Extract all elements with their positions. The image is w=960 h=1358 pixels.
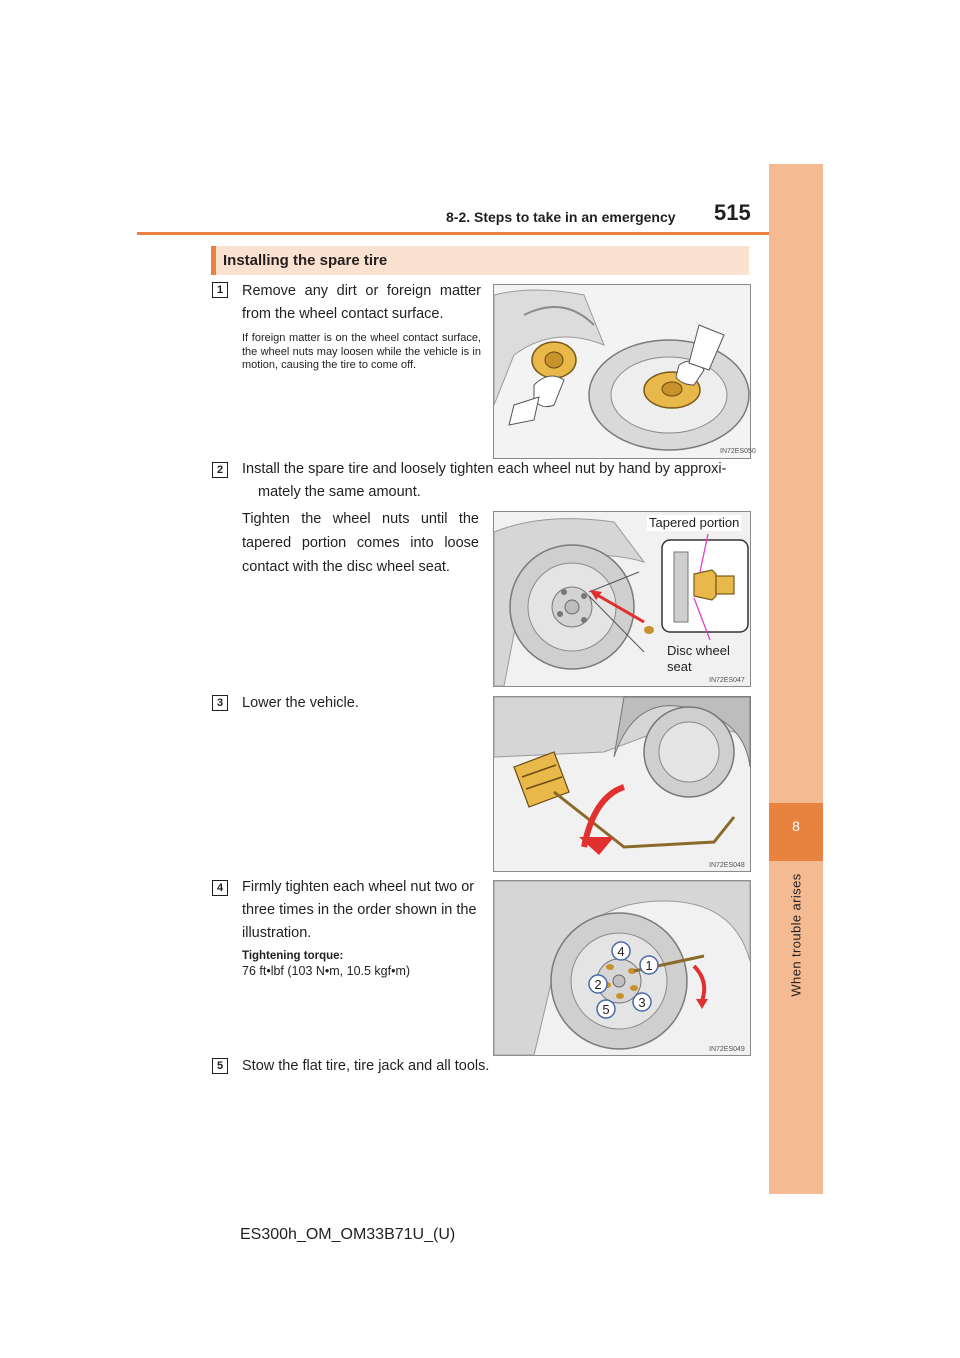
callout-disc-wheel-seat-line-1: Disc wheel [667, 643, 730, 658]
nut-tightening-order-illustration [494, 881, 750, 1055]
callout-disc-wheel-seat-line-2: seat [667, 659, 692, 674]
step-number-badge: 3 [212, 695, 228, 711]
step-5-text: Stow the flat tire, tire jack and all tools. [242, 1058, 490, 1074]
header-rule [137, 232, 823, 235]
nut-order-2: 2 [594, 977, 602, 992]
step-1-note: If foreign matter is on the wheel contact surface, the wheel nuts may loosen while the vehicle is in motion, causing the tire to come off. [242, 332, 481, 371]
step-3-text: Lower the vehicle. [242, 695, 359, 711]
header-section-title: 8-2. Steps to take in an emergency [446, 209, 676, 225]
section-title: Installing the spare tire [223, 252, 388, 269]
spare-tire-cleaning-illustration [494, 285, 756, 458]
section-title-accent [211, 246, 216, 275]
step-2-text-line-1: Install the spare tire and loosely tighten each wheel nut by hand by approxi- [242, 461, 727, 477]
step-4-text: Firmly tighten each wheel nut two or three times in the order shown in the illustration. [242, 879, 477, 941]
nut-order-1: 1 [645, 958, 653, 973]
figure-code: IN72ES048 [709, 862, 745, 869]
torque-label: Tightening torque: [242, 950, 344, 962]
document-code-footer: ES300h_OM_OM33B71U_(U) [240, 1226, 456, 1243]
step-2-figure [493, 511, 751, 687]
nut-order-5: 5 [602, 1002, 610, 1017]
step-number-badge: 2 [212, 462, 228, 478]
figure-code: IN72ES050 [720, 448, 756, 455]
page-number: 515 [714, 200, 751, 225]
step-number-badge: 1 [212, 282, 228, 298]
chapter-number: 8 [792, 818, 800, 834]
lower-vehicle-illustration [494, 697, 750, 871]
chapter-label: When trouble arises [788, 873, 804, 997]
step-number-badge: 4 [212, 880, 228, 896]
step-2-subtext: Tighten the wheel nuts until the tapered portion comes into loose contact with the disc wheel seat. [242, 511, 479, 575]
wheel-nut-install-illustration [494, 512, 750, 686]
step-number-badge: 5 [212, 1058, 228, 1074]
step-2-text-line-2: mately the same amount. [258, 484, 421, 500]
figure-code: IN72ES049 [709, 1046, 745, 1053]
step-1-figure [493, 284, 756, 459]
step-1-text: Remove any dirt or foreign matter from the wheel contact surface. [242, 283, 481, 322]
nut-order-3: 3 [638, 995, 646, 1010]
step-4-figure [493, 880, 751, 1056]
callout-tapered-portion: Tapered portion [649, 515, 740, 530]
torque-value: 76 ft•lbf (103 N•m, 10.5 kgf•m) [242, 964, 411, 978]
chapter-side-tab [769, 164, 823, 1194]
figure-code: IN72ES047 [709, 677, 745, 684]
nut-order-4: 4 [617, 944, 625, 959]
step-3-figure [493, 696, 751, 872]
